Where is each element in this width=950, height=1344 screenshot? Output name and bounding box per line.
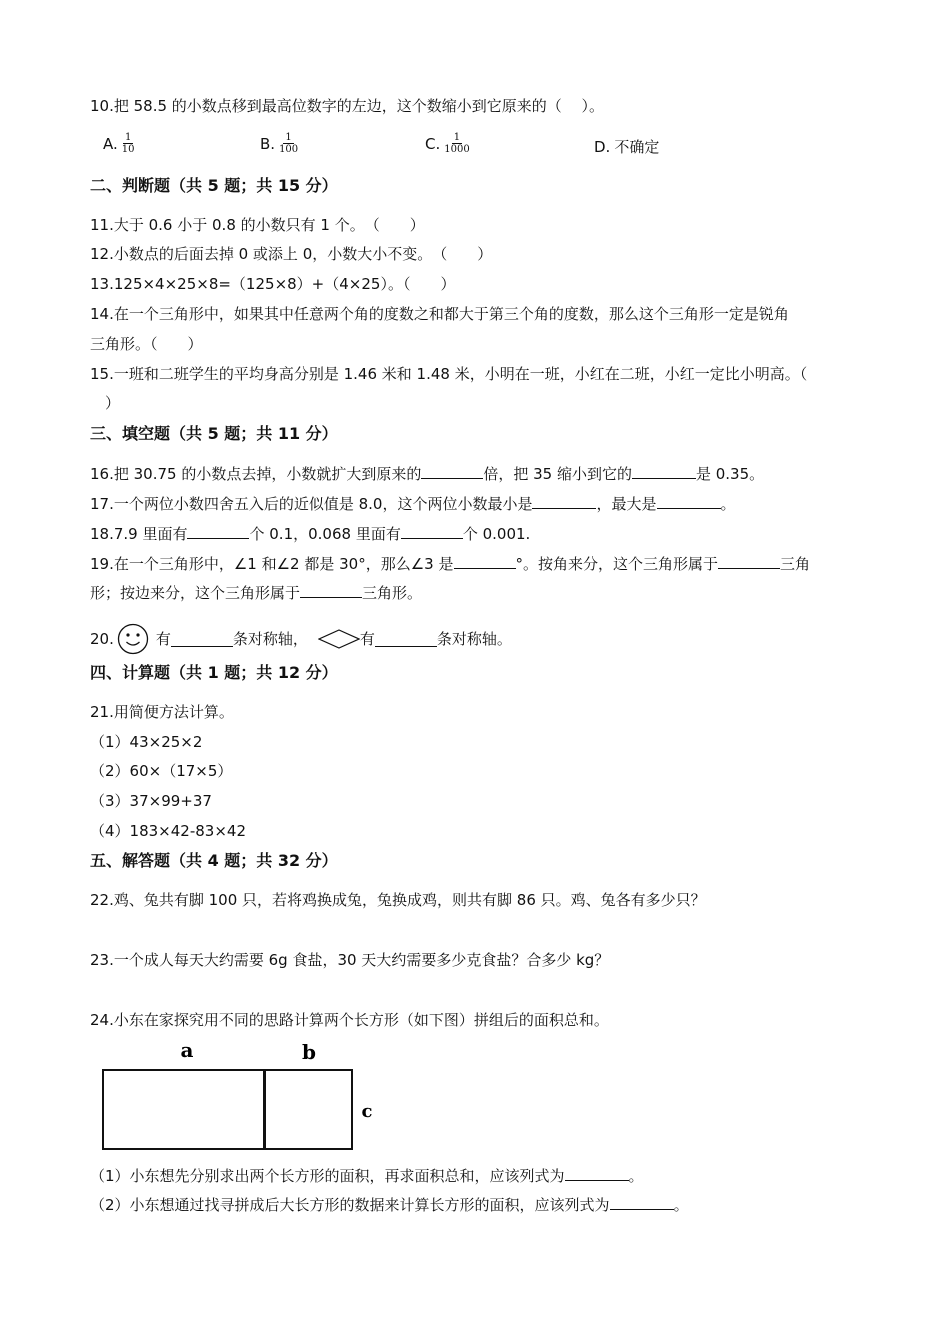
q17-text-3: 。 [720,495,736,513]
rhombus-icon [318,628,360,650]
q24-part-2 [90,1195,689,1215]
answer-blank[interactable] [401,524,463,539]
q21: 21.用简便方法计算。 [90,703,234,721]
q16 [90,464,764,484]
answer-blank[interactable] [532,494,596,509]
answer-blank[interactable] [610,1195,674,1210]
rectangle-a [103,1070,264,1149]
q21-item-2: （2）60×（17×5） [90,762,233,780]
label-b: b [302,1040,316,1064]
q20-text-has-1: 有 [155,630,171,648]
q18-text-1: 18.7.9 里面有 [90,525,188,543]
answer-blank[interactable] [421,464,483,479]
q16-text-2: 倍，把 35 缩小到它的 [483,465,632,483]
q19-text-4: 形；按边来分，这个三角形属于 [90,584,301,602]
q21-item-4: （4）183×42-83×42 [90,822,246,840]
denominator: 1000 [444,144,470,155]
q24-2-end: 。 [673,1196,689,1214]
q24: 24.小东在家探究用不同的思路计算两个长方形（如下图）拼组后的面积总和。 [90,1011,609,1029]
numerator: 1 [124,132,132,143]
q19-text-5: 三角形。 [362,584,423,602]
fraction [442,132,471,155]
q24-1-end: 。 [628,1167,644,1185]
q17-text-1: 17.一个两位小数四舍五入后的近似值是 8.0，这个两位小数最小是 [90,495,533,513]
q20-number: 20. [90,630,114,648]
q18-text-2: 个 0.1，0.068 里面有 [249,525,401,543]
q22: 22.鸡、兔共有脚 100 只，若将鸡换成兔，兔换成鸡，则共有脚 86 只。鸡、兔各有多少只？ [90,891,706,909]
option-letter: B. [260,134,276,153]
q19-line1 [90,554,810,574]
q23: 23.一个成人每天大约需要 6g 食盐，30 天大约需要多少克食盐？合多少 kg？ [90,951,610,969]
q10-option-a[interactable] [103,132,137,155]
answer-blank[interactable] [632,464,696,479]
q24-2-text: （2）小东想通过找寻拼成后大长方形的数据来计算长方形的面积，应该列式为 [90,1196,610,1214]
q17 [90,494,736,514]
q15-line2: ） [90,394,121,412]
q10-option-b[interactable] [260,132,300,155]
two-rectangles-figure [95,1035,395,1160]
q20-text-has-2: 有 [359,630,375,648]
q10-option-d[interactable] [594,136,659,157]
q10-option-c[interactable] [425,132,472,155]
option-letter: A. [103,134,118,153]
q19-text-3: 三角 [780,555,811,573]
section-title-judge: 二、判断题（共 5 题；共 15 分） [90,176,338,195]
q20 [90,622,512,656]
q21-item-1: （1）43×25×2 [90,733,203,751]
numerator: 1 [453,132,461,143]
label-a: a [180,1038,194,1062]
denominator: 100 [279,144,299,155]
option-text: 不确定 [614,138,660,156]
option-letter: C. [425,134,441,153]
q11: 11.大于 0.6 小于 0.8 的小数只有 1 个。 （ ） [90,216,425,234]
fraction [120,132,137,155]
rectangle-b [265,1070,352,1149]
fraction [277,132,300,155]
q13: 13.125×4×25×8=（125×8）+（4×25）。（ ） [90,275,456,293]
q10-stem: 10.把 58.5 的小数点移到最高位数字的左边，这个数缩小到它原来的（ ）。 [90,97,605,115]
q18 [90,524,530,544]
smiley-face-icon [116,622,150,656]
label-c: c [361,1101,373,1122]
answer-blank[interactable] [454,554,516,569]
section-title-fill: 三、填空题（共 5 题；共 11 分） [90,424,338,443]
q17-text-2: ，最大是 [596,495,657,513]
option-letter: D. [594,137,611,156]
q24-1-text: （1）小东想先分别求出两个长方形的面积，再求面积总和，应该列式为 [90,1167,565,1185]
q19-text-1: 19.在一个三角形中，∠1 和∠2 都是 30°，那么∠3 是 [90,555,454,573]
q19-text-2: °。按角来分，这个三角形属于 [515,555,719,573]
q14-line1: 14.在一个三角形中，如果其中任意两个角的度数之和都大于第三个角的度数，那么这个三角形一定是锐角 [90,305,789,323]
answer-blank[interactable] [657,494,721,509]
q19-line2 [90,583,422,603]
q15-line1: 15.一班和二班学生的平均身高分别是 1.46 米和 1.48 米，小明在一班，小红在二班，小红一定比小明高。（ [90,365,808,383]
answer-blank[interactable] [300,583,362,598]
q16-text-3: 是 0.35。 [695,465,765,483]
q21-item-3: （3）37×99+37 [90,792,212,810]
denominator: 10 [121,144,135,155]
q18-text-3: 个 0.001. [462,525,531,543]
numerator: 1 [285,132,292,143]
section-title-solve: 五、解答题（共 4 题；共 32 分） [90,851,338,870]
q14-line2: 三角形。（ ） [90,335,203,353]
answer-blank[interactable] [718,554,780,569]
q12: 12.小数点的后面去掉 0 或添上 0，小数大小不变。 （ ） [90,245,493,263]
q16-text-1: 16.把 30.75 的小数点去掉，小数就扩大到原来的 [90,465,422,483]
answer-blank[interactable] [565,1166,629,1181]
q24-part-1 [90,1166,644,1186]
answer-blank[interactable] [187,524,249,539]
answer-blank[interactable] [171,632,233,647]
q20-text-axis-2: 条对称轴。 [436,630,512,648]
section-title-calc: 四、计算题（共 1 题；共 12 分） [90,663,338,682]
q20-text-axis-1: 条对称轴， [232,630,308,648]
answer-blank[interactable] [375,632,437,647]
